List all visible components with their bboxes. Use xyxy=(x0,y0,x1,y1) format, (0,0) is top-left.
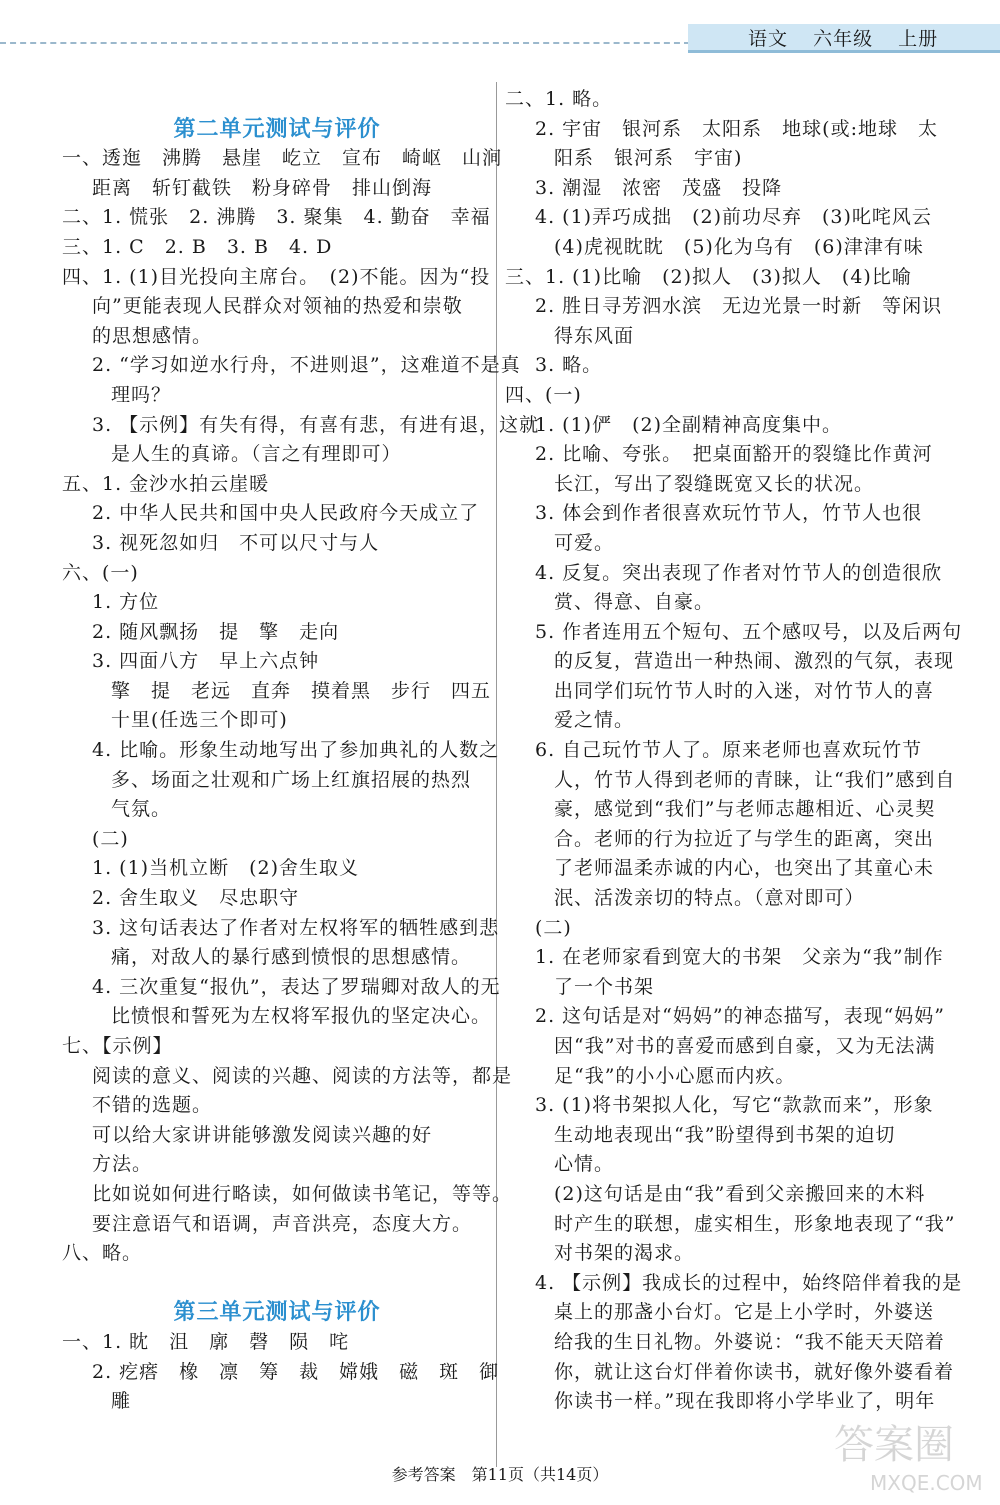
answer-line: 2. 舍生取义 尽忠职守 xyxy=(92,887,300,910)
answer-line: 4. (1)弄巧成拙 (2)前功尽弃 (3)叱咤风云 xyxy=(535,206,932,229)
answer-line: 你读书一样。”现在我即将小学毕业了，明年 xyxy=(554,1390,936,1413)
answer-line: 雕 xyxy=(111,1390,132,1413)
answer-line: 阳系 银河系 宇宙) xyxy=(554,147,743,170)
answer-line: 二、1. 慌张 2. 沸腾 3. 聚集 4. 勤奋 幸福 xyxy=(62,206,491,229)
answer-line: 二、1. 略。 xyxy=(505,88,613,110)
answer-line: 2. 中华人民共和国中央人民政府今天成立了 xyxy=(92,502,480,525)
answer-line: 1. 在老师家看到宽大的书架 父亲为“我”制作 xyxy=(535,946,944,969)
answer-line: 多、场面之壮观和广场上红旗招展的热烈 xyxy=(111,768,472,791)
answer-line: 了老师温柔赤诚的内心，也突出了其童心未 xyxy=(554,857,935,880)
answer-line: 七、【示例】 xyxy=(62,1035,173,1057)
answer-line: 长江，写出了裂缝既宽又长的状况。 xyxy=(554,472,875,495)
header-dashed-line xyxy=(0,42,690,44)
spacer xyxy=(62,1269,492,1299)
answer-line: 痛，对敌人的暴行感到愤恨的思想感情。 xyxy=(111,946,472,969)
answer-line: 3. 四面八方 早上六点钟 xyxy=(92,650,320,673)
watermark-line2: MXQE.COM xyxy=(870,1471,983,1495)
answer-line: 是人生的真谛。（言之有理即可） xyxy=(111,443,402,466)
answer-line: 4. 比喻。形象生动地写出了参加典礼的人数之 xyxy=(92,739,500,762)
answer-line: 3. 【示例】有失有得，有喜有悲，有进有退，这就 xyxy=(92,413,540,436)
answer-line: 2. 疙瘩 橡 凛 筹 裁 嫦娥 磁 斑 御 xyxy=(92,1360,500,1383)
answer-line: 时产生的联想，虚实相生，形象地表现了“我” xyxy=(554,1212,956,1235)
answer-line: 3. 潮湿 浓密 茂盛 投降 xyxy=(535,176,783,199)
answer-line: 人，竹节人得到老师的青睐，让“我们”感到自 xyxy=(554,768,956,791)
answer-line: 1. (1)当机立断 (2)舍生取义 xyxy=(92,857,359,880)
answer-line: 合。老师的行为拉近了与学生的距离，突出 xyxy=(554,827,935,850)
answer-line: 赏、得意、自豪。 xyxy=(554,591,715,614)
answer-line: 4. 三次重复“报仇”，表达了罗瑞卿对敌人的无 xyxy=(92,975,501,998)
right-column xyxy=(505,85,963,1417)
answer-line: 出同学们玩竹节人时的入迷，对竹节人的喜 xyxy=(554,679,935,702)
left-column xyxy=(62,85,540,1417)
answer-line: 距离 斩钉截铁 粉身碎骨 排山倒海 xyxy=(92,176,433,199)
answer-line: 3. 略。 xyxy=(535,354,603,377)
answer-line: 对书架的渴求。 xyxy=(554,1242,695,1265)
answer-line: 3. 体会到作者很喜欢玩竹节人，竹节人也很 xyxy=(535,502,923,525)
answer-line: 给我的生日礼物。外婆说：“我不能天天陪着 xyxy=(554,1330,945,1353)
answer-line: (2)这句话是由“我”看到父亲搬回来的木料 xyxy=(554,1182,926,1205)
answer-line: 十里(任选三个即可) xyxy=(111,709,288,732)
answer-line: 4. 【示例】我成长的过程中，始终陪伴着我的是 xyxy=(535,1271,963,1294)
answer-line: 五、1. 金沙水拍云崖暖 xyxy=(62,472,270,495)
answer-line: 3. 视死忽如归 不可以尺寸与人 xyxy=(92,531,380,554)
header-subject: 语文 xyxy=(748,28,789,50)
answer-line: 3. (1)将书架拟人化，写它“款款而来”，形象 xyxy=(535,1094,934,1117)
answer-line: 2. 随风飘扬 提 擎 走向 xyxy=(92,620,340,643)
answer-line: (二) xyxy=(535,916,572,939)
answer-line: 足“我”的小小心愿而内疚。 xyxy=(554,1064,796,1087)
answer-line: 因“我”对书的喜爱而感到自豪，又为无法满 xyxy=(554,1035,936,1057)
answer-line: 的思想感情。 xyxy=(92,324,213,347)
answer-line: 4. 反复。突出表现了作者对竹节人的创造很欣 xyxy=(535,561,943,584)
answer-line: 四、(一) xyxy=(505,383,582,406)
answer-line: 的反复，营造出一种热闹、激烈的气氛，表现 xyxy=(554,650,955,673)
watermark-line1: 答案圈 xyxy=(834,1422,954,1468)
header-label xyxy=(748,24,956,51)
answer-line: 得东风面 xyxy=(554,324,635,347)
answer-line: 你，就让这台灯伴着你读书，就好像外婆看着 xyxy=(554,1360,955,1383)
answer-line: 1. (1)俨 (2)全副精神高度集中。 xyxy=(535,413,842,436)
answer-line: 阅读的意义、阅读的兴趣、阅读的方法等，都是 xyxy=(92,1064,513,1087)
answer-line: 气氛。 xyxy=(111,798,172,821)
answer-line: 了一个书架 xyxy=(554,975,655,998)
answer-line: 比愤恨和誓死为左权将军报仇的坚定决心。 xyxy=(111,1005,492,1028)
answer-line: 6. 自己玩竹节人了。原来老师也喜欢玩竹节 xyxy=(535,739,923,762)
answer-line: 可爱。 xyxy=(554,531,615,554)
answer-line: 桌上的那盏小台灯。它是上小学时，外婆送 xyxy=(554,1301,935,1324)
column-divider xyxy=(496,82,497,1467)
header-grade: 六年级 xyxy=(813,28,874,50)
answer-line: 一、1. 眈 沮 廓 磬 陨 咤 xyxy=(62,1330,350,1353)
answer-line: 要注意语气和语调，声音洪亮，态度大方。 xyxy=(92,1212,473,1235)
answer-line: 比如说如何进行略读，如何做读书笔记，等等。 xyxy=(92,1182,513,1205)
answer-line: 生动地表现出“我”盼望得到书架的迫切 xyxy=(554,1123,896,1146)
answer-line: (二) xyxy=(92,827,129,850)
page-footer: 参考答案 第11页（共14页） xyxy=(391,1465,609,1484)
answer-line: 擎 提 老远 直奔 摸着黑 步行 四五 xyxy=(111,679,492,702)
answer-line: 5. 作者连用五个短句、五个感叹号，以及后两句 xyxy=(535,620,963,643)
answer-line: 豪，感觉到“我们”与老师志趣相近、心灵契 xyxy=(554,798,936,821)
header-volume: 上册 xyxy=(898,28,939,50)
answer-line: 心情。 xyxy=(554,1153,615,1176)
answer-line: 3. 这句话表达了作者对左权将军的牺牲感到悲 xyxy=(92,916,500,939)
answer-line: 2. 胜日寻芳泗水滨 无边光景一时新 等闲识 xyxy=(535,295,943,318)
answer-line: 三、1. (1)比喻 (2)拟人 (3)拟人 (4)比喻 xyxy=(505,265,912,288)
answer-line: 八、略。 xyxy=(62,1242,143,1265)
answer-line: 三、1. C 2. B 3. B 4. D xyxy=(62,235,333,258)
answer-line: 一、透迤 沸腾 悬崖 屹立 宣布 崎岖 山涧 xyxy=(62,147,503,170)
section-title: 第二单元测试与评价 xyxy=(173,116,381,142)
answer-line: 方法。 xyxy=(92,1153,153,1176)
answer-line: (4)虎视眈眈 (5)化为乌有 (6)津津有味 xyxy=(554,235,924,258)
answer-line: 泯、活泼亲切的特点。（意对即可） xyxy=(554,887,865,910)
answer-line: 理吗？ xyxy=(111,383,172,406)
answer-line: 不错的选题。 xyxy=(92,1094,213,1117)
answer-line: 爱之情。 xyxy=(554,709,635,732)
answer-line: 六、(一) xyxy=(62,561,139,584)
answer-line: 2. 这句话是对“妈妈”的神态描写，表现“妈妈” xyxy=(535,1005,946,1028)
watermark-logo xyxy=(830,1412,990,1496)
answer-line: 四、1. (1)目光投向主席台。 (2)不能。因为“投 xyxy=(62,265,491,288)
answer-line: 向”更能表现人民群众对领袖的热爱和崇敬 xyxy=(92,295,463,318)
spacer xyxy=(62,85,492,115)
answer-line: 1. 方位 xyxy=(92,591,160,614)
answer-line: 2. 宇宙 银河系 太阳系 地球(或:地球 太 xyxy=(535,117,938,140)
answer-line: 2. 比喻、夸张。 把桌面豁开的裂缝比作黄河 xyxy=(535,443,933,466)
answer-line: 可以给大家讲讲能够激发阅读兴趣的好 xyxy=(92,1123,433,1146)
answer-line: 2. “学习如逆水行舟，不进则退”，这难道不是真 xyxy=(92,354,521,377)
section-title: 第三单元测试与评价 xyxy=(173,1300,381,1326)
